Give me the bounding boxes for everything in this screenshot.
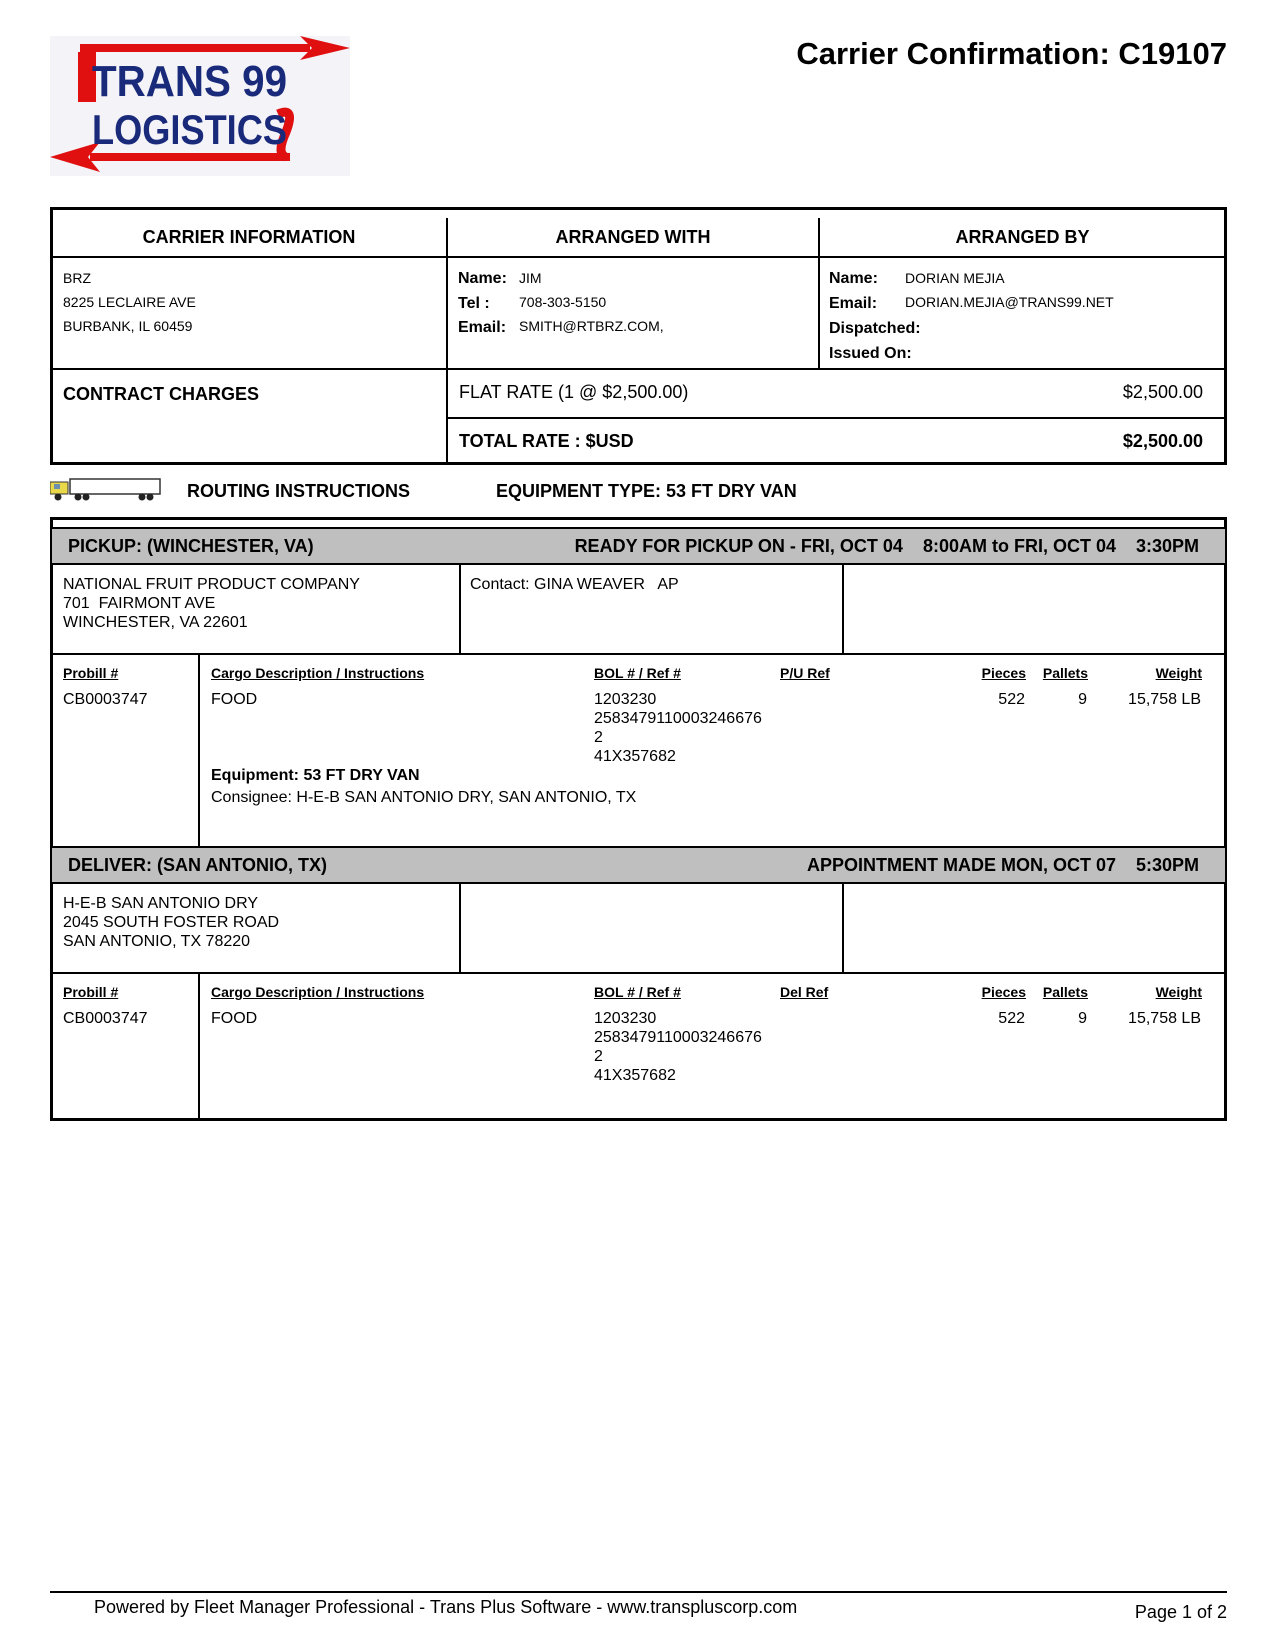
divider: [446, 218, 448, 465]
pickup-bol-4: 41X357682: [594, 748, 676, 765]
divider: [459, 565, 461, 653]
deliver-header-right: APPOINTMENT MADE MON, OCT 07 5:30PM: [806, 855, 1199, 875]
divider: [459, 884, 461, 972]
pickup-header-left: PICKUP: (WINCHESTER, VA): [68, 536, 314, 556]
deliver-weight: 15,758 LB: [1128, 1010, 1201, 1027]
carrier-address1: 8225 LECLAIRE AVE: [63, 294, 196, 310]
total-rate-amount: $2,500.00: [1122, 431, 1203, 451]
carrier-name: BRZ: [63, 270, 91, 286]
pickup-col-bol: BOL # / Ref #: [594, 665, 681, 681]
arranged-with-header: ARRANGED WITH: [555, 227, 711, 247]
deliver-pallets: 9: [1078, 1010, 1087, 1027]
pickup-col-probill: Probill #: [63, 665, 119, 681]
divider: [448, 417, 1225, 419]
pickup-col-weight: Weight: [1155, 665, 1202, 681]
divider: [198, 972, 200, 1118]
arranged-by-name: DORIAN MEJIA: [905, 270, 1005, 286]
pickup-address2: WINCHESTER, VA 22601: [63, 614, 248, 631]
pickup-probill: CB0003747: [63, 691, 148, 708]
pickup-weight: 15,758 LB: [1128, 691, 1201, 708]
deliver-company: H-E-B SAN ANTONIO DRY: [63, 895, 258, 912]
deliver-probill: CB0003747: [63, 1010, 148, 1027]
deliver-col-cargo: Cargo Description / Instructions: [211, 984, 425, 1000]
equipment-type: EQUIPMENT TYPE: 53 FT DRY VAN: [496, 481, 797, 501]
pickup-contact: Contact: GINA WEAVER AP: [470, 576, 679, 593]
deliver-col-pallets: Pallets: [1042, 984, 1088, 1000]
company-logo: [50, 36, 350, 176]
deliver-address2: SAN ANTONIO, TX 78220: [63, 933, 251, 950]
deliver-col-probill: Probill #: [63, 984, 119, 1000]
carrier-address2: BURBANK, IL 60459: [63, 318, 193, 334]
arranged-by-email: DORIAN.MEJIA@TRANS99.NET: [905, 294, 1114, 310]
divider: [842, 565, 844, 653]
divider: [52, 256, 1225, 258]
arranged-with-tel: 708-303-5150: [519, 294, 607, 310]
deliver-pieces: 522: [998, 1010, 1025, 1027]
arranged-with-name: JIM: [519, 270, 542, 286]
document-title: Carrier Confirmation: C19107: [796, 36, 1227, 71]
pickup-bol-3: 2: [594, 729, 603, 746]
logo-graphic: [50, 36, 350, 176]
pickup-header-right: READY FOR PICKUP ON - FRI, OCT 04 8:00AM to FRI, OCT 04 3:30PM: [574, 536, 1199, 556]
footer-divider: [50, 1591, 1227, 1593]
pickup-address1: 701 FAIRMONT AVE: [63, 595, 216, 612]
routing-instructions-label: ROUTING INSTRUCTIONS: [187, 481, 410, 501]
divider: [842, 884, 844, 972]
pickup-col-pieces: Pieces: [981, 665, 1026, 681]
deliver-col-pieces: Pieces: [981, 984, 1026, 1000]
logo-line1: TRANS 99: [92, 57, 287, 106]
deliver-col-ref: Del Ref: [780, 984, 829, 1000]
issued-on-label: Issued On:: [829, 345, 912, 362]
pickup-cargo: FOOD: [211, 691, 258, 708]
flat-rate-description: FLAT RATE (1 @ $2,500.00): [459, 382, 689, 402]
deliver-address1: 2045 SOUTH FOSTER ROAD: [63, 914, 280, 931]
flat-rate-amount: $2,500.00: [1122, 382, 1203, 402]
pickup-equipment: Equipment: 53 FT DRY VAN: [211, 767, 420, 784]
contract-charges-header: CONTRACT CHARGES: [63, 384, 259, 404]
total-rate-label: TOTAL RATE : $USD: [459, 431, 634, 451]
deliver-bol-1: 1203230: [594, 1010, 657, 1027]
arranged-with-email-label: Email:: [458, 319, 507, 336]
arranged-by-header: ARRANGED BY: [955, 227, 1090, 247]
deliver-col-bol: BOL # / Ref #: [594, 984, 681, 1000]
pickup-company: NATIONAL FRUIT PRODUCT COMPANY: [63, 576, 360, 593]
logo-line2: LOGISTICS: [92, 106, 287, 153]
deliver-bol-4: 41X357682: [594, 1067, 676, 1084]
dispatched-label: Dispatched:: [829, 320, 921, 337]
divider: [198, 653, 200, 846]
footer-powered-by: Powered by Fleet Manager Professional - Trans Plus Software - www.transpluscorp.com: [94, 1597, 798, 1617]
carrier-info-header: CARRIER INFORMATION: [142, 227, 356, 247]
deliver-cargo: FOOD: [211, 1010, 258, 1027]
deliver-bol-2: 2583479110003246676: [594, 1029, 762, 1046]
pickup-pieces: 522: [998, 691, 1025, 708]
pickup-col-ref: P/U Ref: [780, 665, 830, 681]
arranged-with-tel-label: Tel :: [458, 295, 490, 312]
divider: [52, 368, 1225, 370]
arranged-with-email: SMITH@RTBRZ.COM,: [519, 318, 664, 334]
arranged-by-email-label: Email:: [829, 295, 878, 312]
pickup-consignee: Consignee: H-E-B SAN ANTONIO DRY, SAN ANTONIO, TX: [211, 789, 637, 806]
pickup-bol-2: 2583479110003246676: [594, 710, 762, 727]
truck-icon: [50, 478, 162, 507]
arranged-by-name-label: Name:: [829, 270, 878, 287]
deliver-bol-3: 2: [594, 1048, 603, 1065]
divider: [52, 653, 1225, 655]
pickup-bol-1: 1203230: [594, 691, 657, 708]
deliver-col-weight: Weight: [1155, 984, 1202, 1000]
arranged-with-name-label: Name:: [458, 270, 507, 287]
page-number: Page 1 of 2: [1134, 1602, 1227, 1622]
pickup-col-pallets: Pallets: [1042, 665, 1088, 681]
deliver-header-left: DELIVER: (SAN ANTONIO, TX): [68, 855, 328, 875]
pickup-col-cargo: Cargo Description / Instructions: [211, 665, 425, 681]
divider: [52, 972, 1225, 974]
pickup-pallets: 9: [1078, 691, 1087, 708]
